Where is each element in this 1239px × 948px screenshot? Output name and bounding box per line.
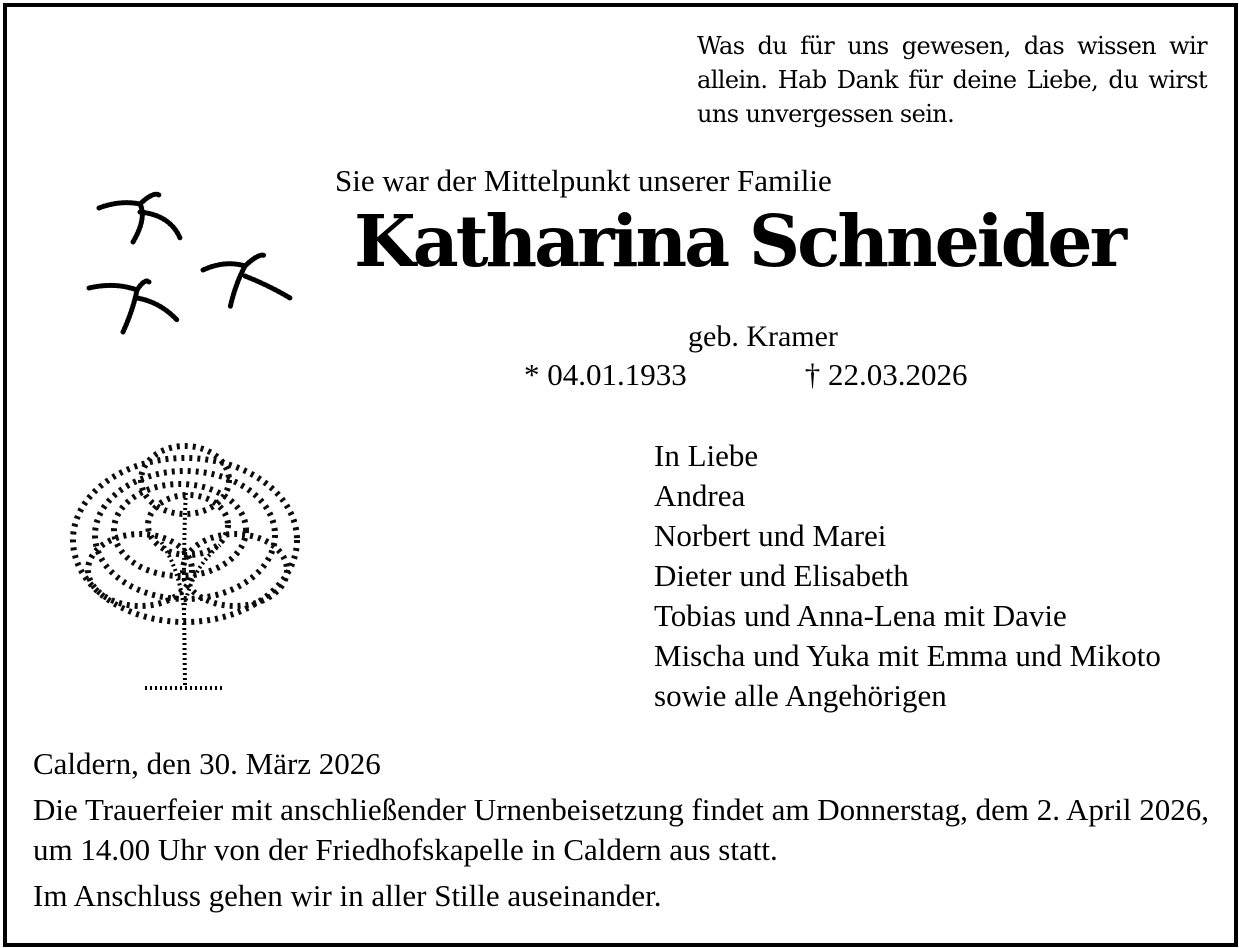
maiden-name: geb. Kramer xyxy=(688,320,838,353)
closing-line: Im Anschluss gehen wir in aller Stille auseinander. xyxy=(33,878,662,913)
intro-line: Sie war der Mittelpunkt unserer Familie xyxy=(335,163,832,198)
flying-birds-icon xyxy=(85,190,300,340)
service-details: Die Trauerfeier mit anschließender Urnenbeisetzung findet am Donnerstag, dem 2. April 2026, um 14.00 Uhr von der Friedhofskapelle in Caldern aus statt. xyxy=(33,792,1209,867)
mourner-line: Mischa und Yuka mit Emma und Mikoto xyxy=(654,638,1161,673)
mourner-line: Andrea xyxy=(654,478,746,513)
tree-icon xyxy=(60,430,310,695)
mourner-line: Tobias und Anna-Lena mit Davie xyxy=(654,598,1067,633)
death-date: † 22.03.2026 xyxy=(804,357,968,392)
mourner-line: Dieter und Elisabeth xyxy=(654,558,909,593)
life-dates xyxy=(524,357,968,393)
mourner-line: Norbert und Marei xyxy=(654,518,887,553)
birth-date: * 04.01.1933 xyxy=(524,357,687,392)
mourner-line: In Liebe xyxy=(654,438,759,473)
deceased-name: Katharina Schneider xyxy=(354,199,1124,283)
mourners-list xyxy=(654,436,1161,716)
memorial-quote: Was du für uns gewesen, das wissen wir allein. Hab Dank für deine Liebe, du wirst uns unvergessen sein. xyxy=(697,32,1207,128)
mourner-line: sowie alle Angehörigen xyxy=(654,678,947,713)
place-and-date: Caldern, den 30. März 2026 xyxy=(33,746,381,781)
